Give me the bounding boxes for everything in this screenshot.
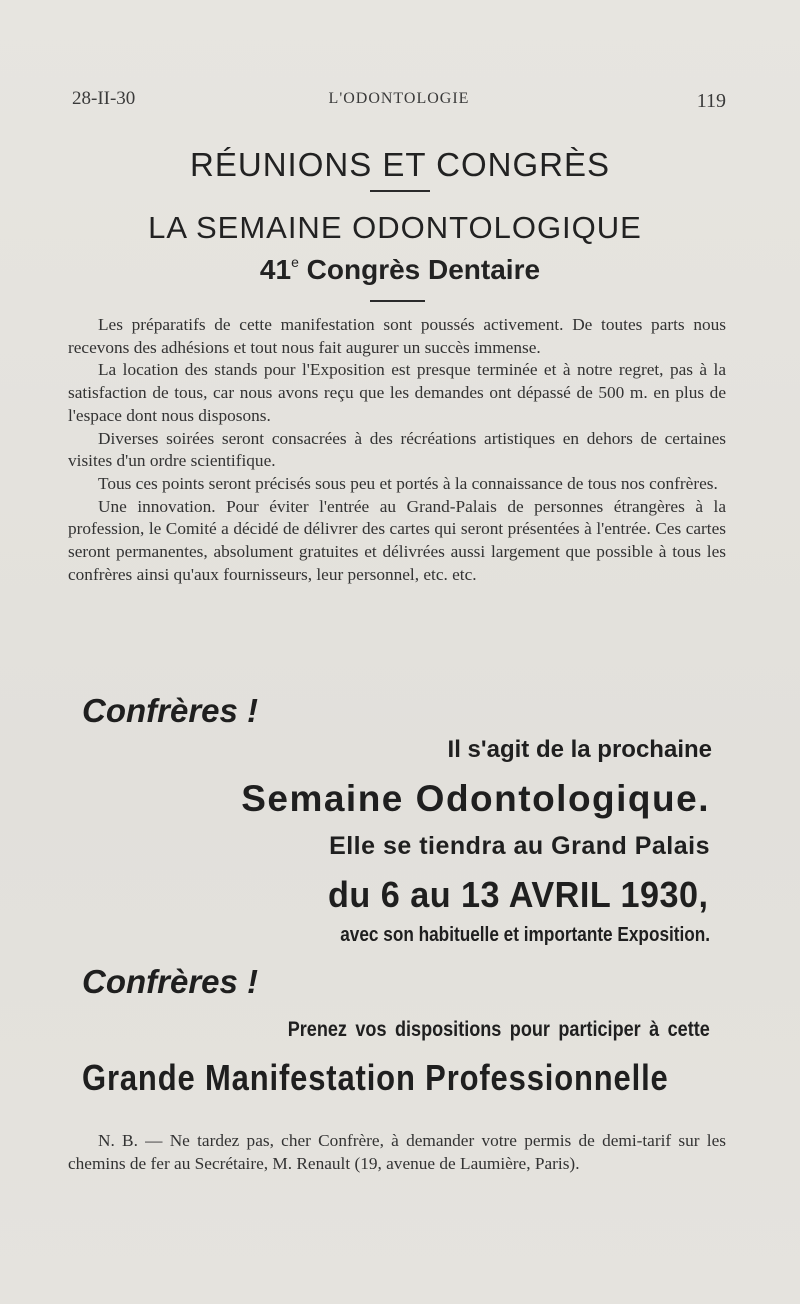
title-divider — [370, 190, 430, 192]
article-body — [68, 314, 726, 586]
running-header — [72, 88, 726, 114]
header-journal-title: L'ODONTOLOGIE — [328, 90, 470, 107]
congress-ordinal: e — [291, 254, 299, 270]
congress-title — [0, 254, 800, 286]
announcement-dates: du 6 au 13 AVRIL 1930, — [327, 874, 708, 915]
announcement-exhibition: avec son habituelle et importante Exposition. — [340, 924, 710, 946]
paragraph: La location des stands pour l'Exposition est presque terminée et à notre regret, pas à la satisfaction de tous, car nous avons reçu que les demandes ont dépassé de 500 m. en plus de l'espace dont nous disposons. — [68, 360, 726, 425]
announcement-line-5: Prenez vos dispositions pour participer à cette — [287, 1018, 710, 1041]
event-title: LA SEMAINE ODONTOLOGIQUE — [148, 210, 642, 245]
paragraph: Diverses soirées seront consacrées à des récréations artistiques en dehors de certaines visites d'un ordre scientifique. — [68, 428, 726, 471]
paragraph: Les préparatifs de cette manifestation sont poussés activement. De toutes parts nous recevons des adhésions et tout nous fait augurer un succès immense. — [68, 315, 726, 357]
announcement-venue: Elle se tiendra au Grand Palais — [329, 832, 710, 860]
header-date: 28-II-30 — [72, 88, 136, 109]
section-title: RÉUNIONS ET CONGRÈS — [190, 146, 610, 183]
announcement-call-2: Confrères ! — [82, 963, 259, 1000]
note-paragraph: N. B. — Ne tardez pas, cher Confrère, à demander votre permis de demi-tarif sur les chemins de fer au Secrétaire, M. Renault (19, avenue de Laumière, Paris). — [68, 1131, 726, 1173]
announcement-headline-text: Grande Manifestation Professionnelle — [82, 1057, 669, 1098]
announcement-call-1: Confrères ! — [82, 692, 259, 729]
paragraph: Une innovation. Pour éviter l'entrée au Grand-Palais de personnes étrangères à la profession, le Comité a décidé de délivrer des cartes qui seront présentées à l'entrée. Ces cartes seront permanentes, absolument gratuites et délivrées aussi largement que possible à tous les confrères ainsi qu'aux fournisseurs, leur personnel, etc. etc. — [68, 496, 726, 584]
congress-number: 41 — [259, 254, 292, 285]
paragraph: Tous ces points seront précisés sous peu et portés à la connaissance de tous nos confrères. — [98, 473, 718, 493]
subtitle-divider — [370, 300, 425, 302]
announcement-headline — [82, 1057, 669, 1099]
footnote — [68, 1130, 726, 1175]
announcement-event-name: Semaine Odontologique. — [241, 778, 710, 819]
congress-name: Congrès Dentaire — [306, 254, 541, 285]
announcement-line-1: Il s'agit de la prochaine — [447, 736, 712, 763]
page-number: 119 — [696, 90, 726, 112]
